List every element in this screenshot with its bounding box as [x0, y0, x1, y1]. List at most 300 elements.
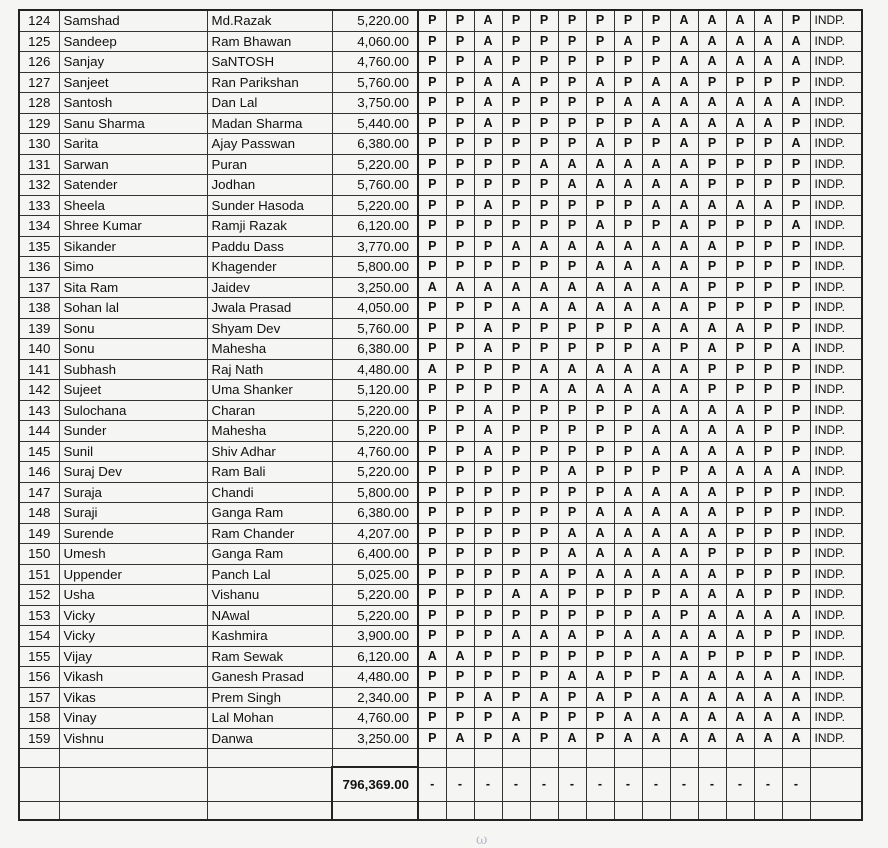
empty-cell — [446, 749, 474, 768]
worker-name: Sunder — [59, 421, 207, 442]
attendance-mark: P — [530, 441, 558, 462]
attendance-mark: P — [782, 10, 810, 31]
attendance-mark: A — [614, 523, 642, 544]
attendance-mark: P — [530, 728, 558, 749]
attendance-mark: A — [670, 421, 698, 442]
attendance-mark: A — [614, 257, 642, 278]
attendance-mark: P — [446, 380, 474, 401]
father-name: Mahesha — [207, 339, 332, 360]
empty-cell — [207, 749, 332, 768]
attendance-mark: A — [502, 277, 530, 298]
attendance-mark: P — [530, 646, 558, 667]
father-name: Chandi — [207, 482, 332, 503]
table-row — [19, 318, 862, 339]
father-name: Ajay Passwan — [207, 134, 332, 155]
attendance-mark: P — [614, 585, 642, 606]
father-name: Uma Shanker — [207, 380, 332, 401]
attendance-mark: P — [642, 462, 670, 483]
wage-amount: 5,120.00 — [332, 380, 418, 401]
attendance-mark: A — [726, 31, 754, 52]
empty-cell — [474, 802, 502, 821]
attendance-mark: P — [502, 523, 530, 544]
attendance-mark: A — [614, 31, 642, 52]
attendance-mark: P — [642, 667, 670, 688]
empty-cell — [558, 749, 586, 768]
serial-number: 147 — [19, 482, 59, 503]
table-row — [19, 93, 862, 114]
attendance-mark: P — [446, 585, 474, 606]
attendance-mark: P — [670, 605, 698, 626]
empty-cell — [670, 802, 698, 821]
status-code: INDP. — [810, 113, 862, 134]
worker-name: Vinay — [59, 708, 207, 729]
wage-amount: 3,770.00 — [332, 236, 418, 257]
attendance-mark: P — [558, 564, 586, 585]
worker-name: Sikander — [59, 236, 207, 257]
attendance-mark: P — [446, 359, 474, 380]
attendance-mark: P — [502, 113, 530, 134]
attendance-mark: P — [614, 667, 642, 688]
attendance-mark: P — [502, 421, 530, 442]
attendance-mark: A — [670, 113, 698, 134]
attendance-mark: P — [782, 564, 810, 585]
attendance-mark: P — [446, 318, 474, 339]
attendance-mark: P — [418, 503, 446, 524]
attendance-mark: A — [614, 93, 642, 114]
empty-cell — [418, 749, 446, 768]
attendance-mark: A — [502, 708, 530, 729]
attendance-mark: P — [474, 359, 502, 380]
attendance-mark: P — [586, 195, 614, 216]
pen-mark: ω — [476, 832, 488, 848]
wage-amount: 4,760.00 — [332, 52, 418, 73]
attendance-mark: A — [558, 380, 586, 401]
worker-name: Sarwan — [59, 154, 207, 175]
attendance-mark: P — [446, 400, 474, 421]
empty-cell — [810, 802, 862, 821]
attendance-mark: P — [446, 544, 474, 565]
attendance-mark: P — [530, 400, 558, 421]
attendance-mark: P — [726, 564, 754, 585]
attendance-mark: P — [782, 646, 810, 667]
attendance-mark: A — [474, 318, 502, 339]
attendance-mark: P — [586, 605, 614, 626]
attendance-mark: P — [726, 482, 754, 503]
attendance-mark: P — [474, 646, 502, 667]
worker-name: Suraja — [59, 482, 207, 503]
total-dash: - — [698, 767, 726, 802]
serial-number: 155 — [19, 646, 59, 667]
attendance-mark: P — [614, 195, 642, 216]
attendance-mark: A — [586, 134, 614, 155]
total-dash: - — [418, 767, 446, 802]
wage-amount: 5,220.00 — [332, 421, 418, 442]
attendance-mark: P — [754, 441, 782, 462]
payroll-attendance-table — [18, 9, 863, 821]
attendance-mark: P — [754, 585, 782, 606]
attendance-mark: A — [474, 10, 502, 31]
attendance-mark: A — [726, 441, 754, 462]
empty-cell — [810, 767, 862, 802]
father-name: Shyam Dev — [207, 318, 332, 339]
attendance-mark: A — [698, 523, 726, 544]
attendance-mark: P — [446, 708, 474, 729]
wage-amount: 4,060.00 — [332, 31, 418, 52]
wage-amount: 5,760.00 — [332, 72, 418, 93]
attendance-mark: P — [614, 216, 642, 237]
status-code: INDP. — [810, 236, 862, 257]
table-row — [19, 216, 862, 237]
attendance-mark: A — [670, 318, 698, 339]
attendance-mark: A — [698, 236, 726, 257]
father-name: Ram Bali — [207, 462, 332, 483]
empty-cell — [698, 802, 726, 821]
table-row — [19, 113, 862, 134]
empty-cell — [530, 802, 558, 821]
total-dash: - — [726, 767, 754, 802]
attendance-mark: A — [642, 646, 670, 667]
attendance-mark: P — [530, 72, 558, 93]
attendance-mark: A — [726, 728, 754, 749]
attendance-mark: P — [558, 134, 586, 155]
attendance-mark: P — [642, 216, 670, 237]
attendance-mark: P — [698, 257, 726, 278]
attendance-mark: A — [670, 134, 698, 155]
attendance-mark: A — [474, 400, 502, 421]
attendance-mark: A — [670, 728, 698, 749]
status-code: INDP. — [810, 216, 862, 237]
attendance-mark: P — [418, 257, 446, 278]
attendance-mark: A — [614, 503, 642, 524]
attendance-mark: P — [502, 646, 530, 667]
attendance-mark: A — [782, 708, 810, 729]
empty-cell — [726, 749, 754, 768]
attendance-mark: P — [418, 154, 446, 175]
attendance-mark: P — [418, 134, 446, 155]
attendance-mark: A — [698, 195, 726, 216]
attendance-mark: P — [502, 134, 530, 155]
father-name: Lal Mohan — [207, 708, 332, 729]
attendance-mark: P — [418, 687, 446, 708]
father-name: Ganga Ram — [207, 503, 332, 524]
attendance-mark: P — [418, 113, 446, 134]
serial-number: 138 — [19, 298, 59, 319]
attendance-mark: P — [530, 113, 558, 134]
table-row — [19, 380, 862, 401]
attendance-mark: P — [698, 277, 726, 298]
wage-amount: 6,120.00 — [332, 216, 418, 237]
footer-row — [19, 802, 862, 821]
attendance-mark: P — [446, 134, 474, 155]
father-name: Ram Chander — [207, 523, 332, 544]
empty-cell — [474, 749, 502, 768]
wage-amount: 5,220.00 — [332, 195, 418, 216]
attendance-mark: A — [642, 195, 670, 216]
attendance-mark: P — [726, 298, 754, 319]
attendance-mark: P — [558, 687, 586, 708]
attendance-mark: P — [754, 257, 782, 278]
attendance-mark: P — [418, 482, 446, 503]
attendance-mark: P — [614, 339, 642, 360]
attendance-mark: P — [754, 482, 782, 503]
attendance-mark: P — [530, 482, 558, 503]
attendance-mark: P — [446, 605, 474, 626]
attendance-mark: A — [782, 667, 810, 688]
attendance-mark: P — [698, 359, 726, 380]
serial-number: 127 — [19, 72, 59, 93]
attendance-mark: P — [726, 236, 754, 257]
attendance-mark: A — [698, 585, 726, 606]
attendance-mark: A — [670, 10, 698, 31]
attendance-mark: P — [530, 544, 558, 565]
attendance-mark: P — [446, 462, 474, 483]
attendance-mark: A — [726, 687, 754, 708]
attendance-mark: P — [558, 339, 586, 360]
attendance-mark: P — [670, 339, 698, 360]
status-code: INDP. — [810, 585, 862, 606]
serial-number: 154 — [19, 626, 59, 647]
attendance-mark: A — [474, 441, 502, 462]
table-row — [19, 441, 862, 462]
empty-cell — [207, 767, 332, 802]
serial-number: 146 — [19, 462, 59, 483]
attendance-mark: A — [502, 72, 530, 93]
attendance-mark: P — [726, 523, 754, 544]
attendance-mark: P — [530, 318, 558, 339]
table-row — [19, 72, 862, 93]
attendance-mark: A — [670, 298, 698, 319]
attendance-mark: P — [586, 585, 614, 606]
attendance-mark: P — [530, 216, 558, 237]
empty-cell — [59, 749, 207, 768]
attendance-mark: P — [446, 113, 474, 134]
attendance-mark: A — [614, 236, 642, 257]
attendance-mark: P — [698, 216, 726, 237]
attendance-mark: A — [698, 339, 726, 360]
attendance-mark: A — [726, 195, 754, 216]
attendance-mark: P — [614, 134, 642, 155]
attendance-mark: P — [502, 564, 530, 585]
father-name: Ganga Ram — [207, 544, 332, 565]
father-name: Jodhan — [207, 175, 332, 196]
attendance-mark: A — [670, 687, 698, 708]
attendance-mark: P — [782, 441, 810, 462]
serial-number: 142 — [19, 380, 59, 401]
attendance-mark: A — [614, 277, 642, 298]
attendance-mark: A — [558, 667, 586, 688]
attendance-mark: A — [614, 626, 642, 647]
attendance-mark: A — [530, 236, 558, 257]
attendance-mark: P — [446, 93, 474, 114]
serial-number: 151 — [19, 564, 59, 585]
status-code: INDP. — [810, 175, 862, 196]
attendance-mark: A — [670, 175, 698, 196]
empty-cell — [418, 802, 446, 821]
attendance-mark: P — [698, 298, 726, 319]
empty-cell — [59, 802, 207, 821]
attendance-mark: P — [502, 31, 530, 52]
table-row — [19, 134, 862, 155]
father-name: Ran Parikshan — [207, 72, 332, 93]
status-code: INDP. — [810, 523, 862, 544]
attendance-mark: A — [698, 728, 726, 749]
attendance-mark: P — [502, 52, 530, 73]
attendance-mark: P — [782, 72, 810, 93]
wage-amount: 5,440.00 — [332, 113, 418, 134]
attendance-mark: A — [782, 93, 810, 114]
attendance-mark: P — [754, 421, 782, 442]
worker-name: Sanu Sharma — [59, 113, 207, 134]
attendance-mark: P — [558, 93, 586, 114]
attendance-mark: A — [614, 482, 642, 503]
worker-name: Samshad — [59, 10, 207, 31]
attendance-mark: A — [698, 708, 726, 729]
attendance-mark: P — [530, 175, 558, 196]
empty-cell — [726, 802, 754, 821]
total-dash: - — [586, 767, 614, 802]
serial-number: 139 — [19, 318, 59, 339]
attendance-mark: A — [586, 298, 614, 319]
attendance-mark: P — [446, 298, 474, 319]
attendance-mark: A — [670, 564, 698, 585]
status-code: INDP. — [810, 93, 862, 114]
attendance-mark: A — [586, 154, 614, 175]
status-code: INDP. — [810, 380, 862, 401]
attendance-mark: P — [474, 544, 502, 565]
attendance-mark: A — [586, 523, 614, 544]
attendance-mark: A — [614, 708, 642, 729]
attendance-mark: P — [782, 585, 810, 606]
attendance-mark: P — [754, 523, 782, 544]
serial-number: 156 — [19, 667, 59, 688]
status-code: INDP. — [810, 400, 862, 421]
attendance-mark: P — [446, 687, 474, 708]
attendance-mark: P — [502, 544, 530, 565]
attendance-mark: A — [670, 195, 698, 216]
attendance-mark: P — [698, 72, 726, 93]
empty-cell — [754, 749, 782, 768]
attendance-mark: A — [642, 605, 670, 626]
worker-name: Sandeep — [59, 31, 207, 52]
serial-number: 137 — [19, 277, 59, 298]
attendance-mark: P — [754, 626, 782, 647]
wage-amount: 5,220.00 — [332, 10, 418, 31]
attendance-mark: P — [446, 626, 474, 647]
father-name: Prem Singh — [207, 687, 332, 708]
attendance-mark: A — [586, 667, 614, 688]
attendance-mark: P — [614, 400, 642, 421]
attendance-mark: A — [754, 462, 782, 483]
attendance-mark: P — [502, 175, 530, 196]
attendance-mark: A — [642, 236, 670, 257]
table-row — [19, 646, 862, 667]
attendance-mark: P — [530, 31, 558, 52]
empty-cell — [614, 749, 642, 768]
worker-name: Sita Ram — [59, 277, 207, 298]
serial-number: 158 — [19, 708, 59, 729]
attendance-mark: A — [726, 626, 754, 647]
father-name: Sunder Hasoda — [207, 195, 332, 216]
father-name: Jaidev — [207, 277, 332, 298]
attendance-mark: P — [642, 10, 670, 31]
attendance-mark: A — [642, 175, 670, 196]
attendance-mark: P — [754, 298, 782, 319]
total-dash: - — [530, 767, 558, 802]
wage-amount: 6,380.00 — [332, 134, 418, 155]
status-code: INDP. — [810, 359, 862, 380]
worker-name: Usha — [59, 585, 207, 606]
status-code: INDP. — [810, 421, 862, 442]
attendance-mark: P — [502, 441, 530, 462]
attendance-mark: P — [754, 646, 782, 667]
attendance-mark: P — [502, 605, 530, 626]
attendance-mark: P — [446, 523, 474, 544]
attendance-mark: P — [754, 400, 782, 421]
attendance-mark: P — [614, 605, 642, 626]
attendance-mark: P — [754, 216, 782, 237]
attendance-mark: P — [698, 154, 726, 175]
attendance-mark: A — [782, 605, 810, 626]
total-dash: - — [782, 767, 810, 802]
status-code: INDP. — [810, 52, 862, 73]
status-code: INDP. — [810, 154, 862, 175]
attendance-mark: P — [530, 52, 558, 73]
table-row — [19, 523, 862, 544]
attendance-mark: P — [446, 257, 474, 278]
attendance-mark: A — [670, 93, 698, 114]
empty-cell — [782, 749, 810, 768]
attendance-mark: P — [530, 10, 558, 31]
father-name: Shiv Adhar — [207, 441, 332, 462]
attendance-mark: P — [530, 195, 558, 216]
attendance-mark: A — [474, 339, 502, 360]
attendance-mark: A — [418, 359, 446, 380]
attendance-mark: P — [782, 503, 810, 524]
serial-number: 143 — [19, 400, 59, 421]
attendance-mark: P — [558, 257, 586, 278]
attendance-mark: P — [418, 175, 446, 196]
attendance-mark: P — [530, 708, 558, 729]
attendance-mark: P — [418, 298, 446, 319]
attendance-mark: P — [474, 216, 502, 237]
attendance-mark: P — [670, 462, 698, 483]
serial-number: 136 — [19, 257, 59, 278]
worker-name: Vicky — [59, 605, 207, 626]
attendance-mark: A — [670, 72, 698, 93]
wage-amount: 3,250.00 — [332, 277, 418, 298]
serial-number: 129 — [19, 113, 59, 134]
attendance-mark: P — [446, 421, 474, 442]
attendance-mark: A — [698, 441, 726, 462]
attendance-mark: P — [726, 277, 754, 298]
father-name: Ganesh Prasad — [207, 667, 332, 688]
attendance-mark: A — [586, 216, 614, 237]
table-row — [19, 667, 862, 688]
serial-number: 126 — [19, 52, 59, 73]
empty-cell — [446, 802, 474, 821]
attendance-mark: A — [558, 298, 586, 319]
attendance-mark: P — [502, 10, 530, 31]
attendance-mark: A — [558, 277, 586, 298]
attendance-mark: P — [782, 626, 810, 647]
total-dash: - — [474, 767, 502, 802]
attendance-mark: P — [418, 216, 446, 237]
status-code: INDP. — [810, 298, 862, 319]
attendance-mark: P — [558, 421, 586, 442]
attendance-mark: P — [754, 359, 782, 380]
status-code: INDP. — [810, 646, 862, 667]
attendance-mark: A — [642, 400, 670, 421]
